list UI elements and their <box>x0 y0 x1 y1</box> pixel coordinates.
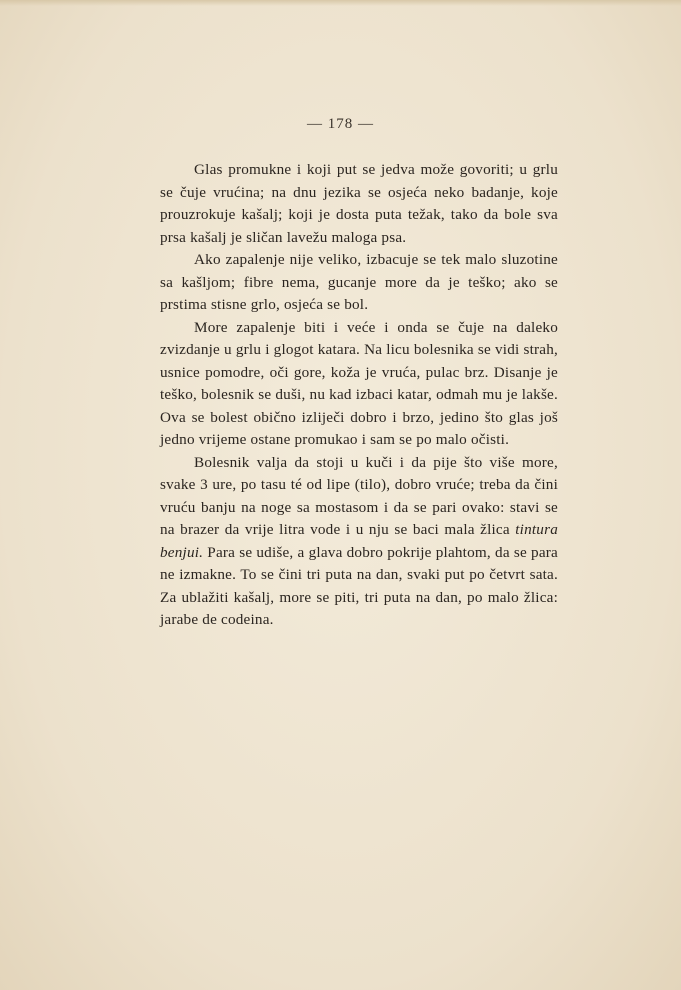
page-number: — 178 — <box>307 116 374 132</box>
paragraph: Ako zapalenje nije veliko, izbacuje se tek malo sluzotine sa kašljom; fibre nema, gucanje more da je teško; ako se prstima stisne grlo, osjeća se bol. <box>160 251 558 313</box>
paragraph-text: Para se udiše, a glava dobro pokrije plahtom, da se para ne izmakne. To se čini tri puta na dan, svaki put po četvrt sata. Za ublažiti kašalj, more se piti, tri puta na dan, po malo žlica: jarabe de codeina. <box>160 543 558 628</box>
body-text <box>160 159 558 632</box>
paragraph: More zapalenje biti i veće i onda se čuje na daleko zvizdanje u grlu i glogot katara. Na licu bolesnika se vidi strah, usnice pomodre, oči gore, koža je vruća, pulac brz. Disanje je teško, bolesnik se duši, nu kad izbaci katar, odmah mu je lakše. Ova se bolest obično izliječi dobro i brzo, jedino što glas još jedno vrijeme ostane promukao i sam se po malo očisti. <box>160 318 558 448</box>
italic-term: tintura benjui. <box>160 521 558 561</box>
paragraph-text: Bolesnik valja da stoji u kuči i da pije što više more, svake 3 ure, po tasu té od lipe (tilo), dobro vruće; treba da čini vruću banju na noge sa mostasom i da se pari ovako: stavi se na brazer da vrije litra vode i u nju se baci mala žlica <box>160 453 558 538</box>
paragraph: Glas promukne i koji put se jedva može govoriti; u grlu se čuje vrućina; na dnu jezika se osjeća neko badanje, koje prouzrokuje kašalj; koji je dosta puta težak, tako da bole sva prsa kašalj je sličan lavežu maloga psa. <box>160 161 558 246</box>
paragraph <box>160 452 558 632</box>
